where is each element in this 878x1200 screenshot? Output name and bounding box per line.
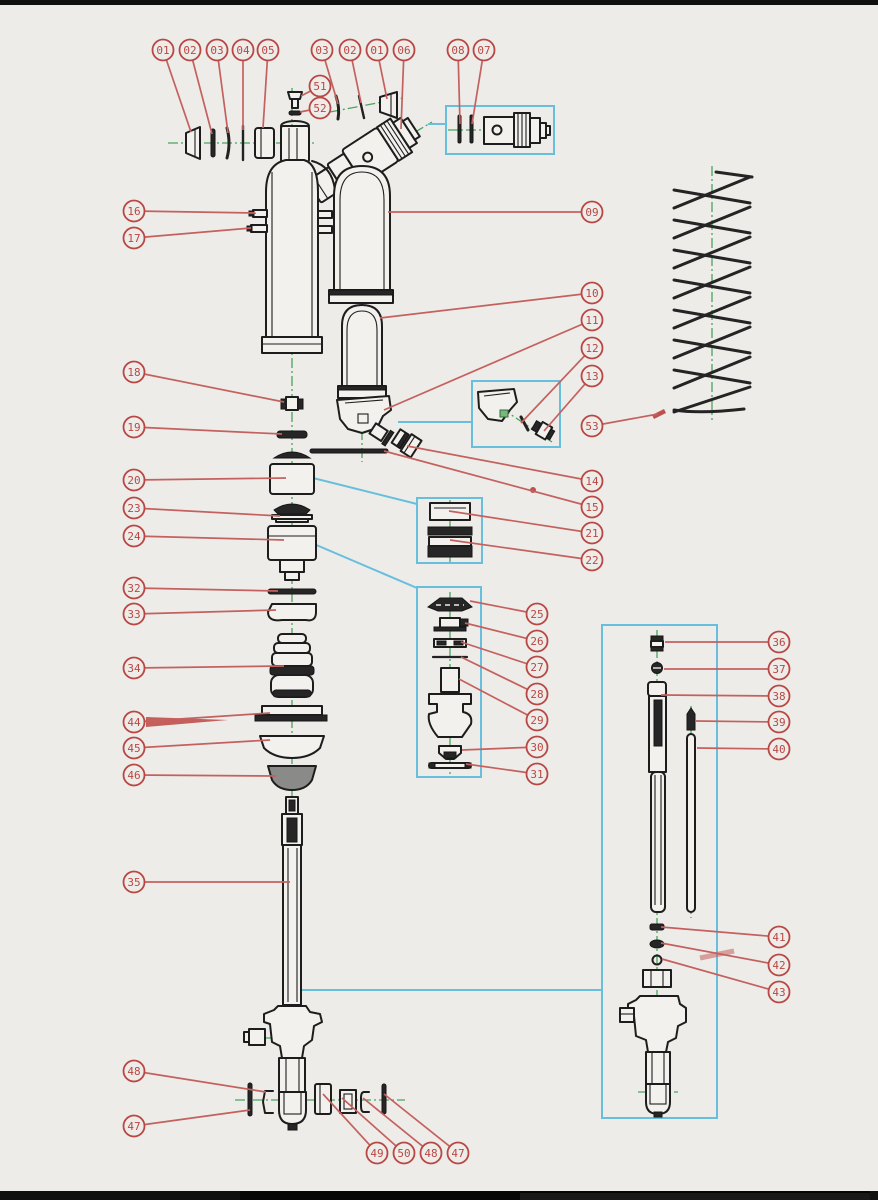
callout-07-c07 bbox=[472, 40, 495, 125]
reservoir-bladder bbox=[338, 305, 386, 398]
callout-05-c05 bbox=[258, 40, 279, 129]
callout-16-c16 bbox=[124, 201, 257, 222]
svg-text:05: 05 bbox=[261, 43, 275, 57]
callout-30-c30 bbox=[462, 737, 548, 758]
callout-41-c41 bbox=[661, 927, 790, 948]
shaft-parts-column bbox=[255, 397, 327, 790]
callout-31-c31 bbox=[466, 764, 548, 785]
callout-01-c01b bbox=[367, 40, 388, 100]
svg-text:14: 14 bbox=[585, 474, 599, 488]
svg-text:02: 02 bbox=[343, 43, 357, 57]
svg-text:40: 40 bbox=[772, 742, 786, 756]
svg-text:47: 47 bbox=[127, 1119, 141, 1133]
inner-shaft bbox=[648, 682, 666, 912]
cone-seat-lower bbox=[274, 504, 310, 514]
svg-text:09: 09 bbox=[585, 205, 599, 219]
svg-text:27: 27 bbox=[530, 660, 544, 674]
svg-text:31: 31 bbox=[530, 767, 544, 781]
svg-text:20: 20 bbox=[127, 473, 141, 487]
seal-head-33 bbox=[268, 604, 316, 620]
callout-03-c03a bbox=[207, 40, 229, 134]
svg-text:26: 26 bbox=[530, 634, 544, 648]
callout-19-c19 bbox=[124, 417, 283, 438]
callout-20-c20 bbox=[124, 470, 287, 491]
callout-18-c18 bbox=[124, 362, 285, 403]
rebound-rod bbox=[310, 449, 388, 453]
reservoir-tube bbox=[329, 166, 393, 303]
callout-35-c35 bbox=[124, 872, 291, 893]
shaft-assembly-detail bbox=[620, 636, 695, 1117]
callout-09-c09 bbox=[388, 202, 603, 223]
washer-47-right bbox=[382, 1084, 386, 1114]
svg-text:02: 02 bbox=[183, 43, 197, 57]
clevis bbox=[244, 1006, 322, 1130]
svg-text:12: 12 bbox=[585, 341, 599, 355]
svg-text:15: 15 bbox=[585, 500, 599, 514]
svg-text:06: 06 bbox=[397, 43, 411, 57]
svg-text:25: 25 bbox=[530, 607, 544, 621]
svg-text:39: 39 bbox=[772, 715, 786, 729]
callout-14-c14 bbox=[407, 446, 603, 492]
svg-text:13: 13 bbox=[585, 369, 599, 383]
svg-text:41: 41 bbox=[772, 930, 786, 944]
callout-02-c02b bbox=[340, 40, 362, 104]
callout-51-c51 bbox=[301, 76, 331, 97]
spacer-part bbox=[255, 128, 274, 158]
bushing-18 bbox=[281, 397, 303, 410]
callout-17-c17 bbox=[124, 228, 252, 249]
svg-text:01: 01 bbox=[156, 43, 170, 57]
callout-38-c38 bbox=[661, 686, 790, 707]
callout-45-c45 bbox=[124, 738, 271, 759]
callout-37-c37 bbox=[664, 659, 790, 680]
svg-text:28: 28 bbox=[530, 687, 544, 701]
callout-34-c34 bbox=[124, 658, 285, 679]
svg-text:50: 50 bbox=[397, 1146, 411, 1160]
callout-23-c23 bbox=[124, 498, 281, 519]
cone-nut-part bbox=[186, 127, 200, 159]
piston-24 bbox=[268, 526, 316, 580]
svg-text:47: 47 bbox=[451, 1146, 465, 1160]
svg-text:34: 34 bbox=[127, 661, 141, 675]
clevis-nut bbox=[643, 970, 671, 987]
callout-22-c22 bbox=[450, 540, 603, 571]
body-fitting-lower bbox=[251, 225, 267, 232]
callout-04-c04 bbox=[233, 40, 254, 131]
main-shaft bbox=[244, 797, 322, 1130]
svg-text:42: 42 bbox=[772, 958, 786, 972]
adjuster-rod bbox=[687, 734, 695, 912]
bladder-cap-assembly bbox=[310, 396, 422, 457]
svg-text:29: 29 bbox=[530, 713, 544, 727]
svg-text:44: 44 bbox=[127, 715, 141, 729]
cup-48-left bbox=[263, 1091, 273, 1113]
reservoir-valve-detail bbox=[458, 113, 550, 147]
reservoir-valve bbox=[391, 428, 422, 458]
needle-part bbox=[687, 708, 695, 730]
callout-10-c10 bbox=[380, 283, 603, 319]
callout-42-c42 bbox=[661, 943, 790, 976]
bleeder-screw bbox=[288, 92, 302, 115]
callout-48-c48a bbox=[124, 1061, 267, 1093]
callout-36-c36 bbox=[665, 632, 790, 653]
svg-text:21: 21 bbox=[585, 526, 599, 540]
svg-text:52: 52 bbox=[313, 101, 327, 115]
callout-08-c08 bbox=[448, 40, 469, 125]
svg-text:08: 08 bbox=[451, 43, 465, 57]
callout-24-c24 bbox=[124, 526, 285, 547]
svg-text:07: 07 bbox=[477, 43, 491, 57]
svg-text:30: 30 bbox=[530, 740, 544, 754]
coil-spring bbox=[674, 172, 752, 412]
svg-text:49: 49 bbox=[370, 1146, 384, 1160]
callout-33-c33 bbox=[124, 604, 277, 625]
svg-text:11: 11 bbox=[585, 313, 599, 327]
svg-text:48: 48 bbox=[127, 1064, 141, 1078]
svg-text:37: 37 bbox=[772, 662, 786, 676]
svg-text:33: 33 bbox=[127, 607, 141, 621]
callout-46-c46 bbox=[124, 765, 277, 786]
svg-text:53: 53 bbox=[585, 419, 599, 433]
svg-text:36: 36 bbox=[772, 635, 786, 649]
callout-53-c53 bbox=[582, 414, 659, 437]
svg-text:22: 22 bbox=[585, 553, 599, 567]
cylinder-20 bbox=[270, 464, 314, 494]
top-window-bar bbox=[0, 0, 878, 5]
svg-text:19: 19 bbox=[127, 420, 141, 434]
callout-52-c52 bbox=[300, 98, 331, 119]
svg-text:48: 48 bbox=[424, 1146, 438, 1160]
callout-47-c47a bbox=[124, 1110, 251, 1137]
svg-text:43: 43 bbox=[772, 985, 786, 999]
svg-text:10: 10 bbox=[585, 286, 599, 300]
spacer-50 bbox=[340, 1090, 356, 1113]
callout-40-c40 bbox=[697, 739, 790, 760]
svg-text:45: 45 bbox=[127, 741, 141, 755]
svg-text:51: 51 bbox=[313, 79, 327, 93]
bladder-cap-detail bbox=[478, 389, 556, 442]
svg-text:32: 32 bbox=[127, 581, 141, 595]
top-mount-hardware bbox=[186, 126, 274, 160]
svg-text:17: 17 bbox=[127, 231, 141, 245]
callout-39-c39 bbox=[696, 712, 790, 733]
cone-seat-upper bbox=[274, 452, 310, 458]
clevis-detail bbox=[620, 996, 686, 1117]
bottom-window-bar bbox=[0, 1191, 878, 1200]
svg-text:18: 18 bbox=[127, 365, 141, 379]
svg-text:03: 03 bbox=[315, 43, 329, 57]
svg-text:35: 35 bbox=[127, 875, 141, 889]
svg-text:01: 01 bbox=[370, 43, 384, 57]
cup-46 bbox=[268, 766, 316, 790]
svg-text:04: 04 bbox=[236, 43, 250, 57]
callout-32-c32 bbox=[124, 578, 279, 599]
svg-text:23: 23 bbox=[127, 501, 141, 515]
svg-text:16: 16 bbox=[127, 204, 141, 218]
svg-text:24: 24 bbox=[127, 529, 141, 543]
svg-text:46: 46 bbox=[127, 768, 141, 782]
svg-text:38: 38 bbox=[772, 689, 786, 703]
svg-text:03: 03 bbox=[210, 43, 224, 57]
